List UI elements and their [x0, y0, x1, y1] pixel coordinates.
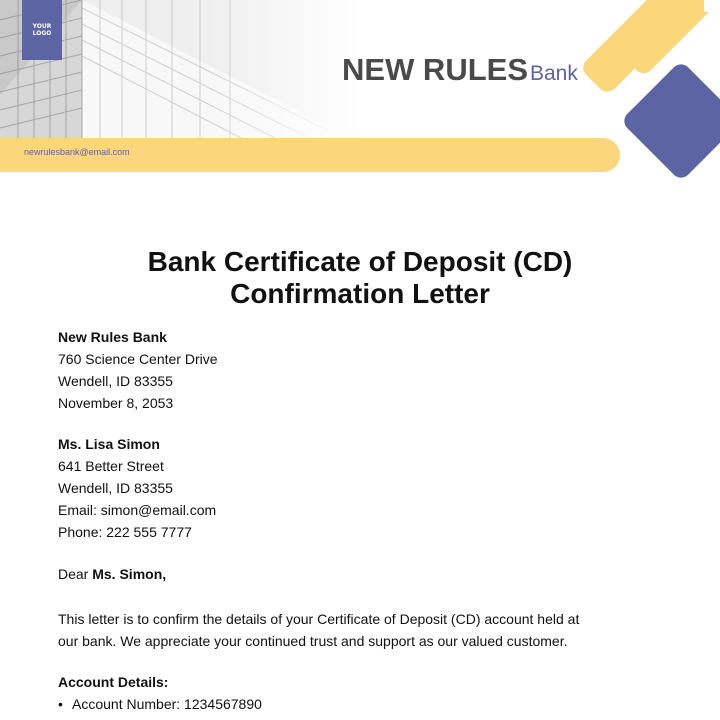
salutation-prefix: Dear — [58, 566, 93, 582]
salutation-name: Ms. Simon, — [92, 566, 167, 582]
letter-date: November 8, 2053 — [58, 395, 174, 411]
recipient-phone: Phone: 222 555 7777 — [58, 524, 192, 540]
letterhead-header — [0, 0, 720, 180]
logo-text: YOUR LOGO — [32, 23, 52, 37]
title-line-1: Bank Certificate of Deposit (CD) — [147, 246, 573, 277]
recipient-block — [58, 433, 216, 543]
title-line-2: Confirmation Letter — [230, 278, 490, 309]
recipient-address-line-2: Wendell, ID 83355 — [58, 480, 173, 496]
sender-address-line-2: Wendell, ID 83355 — [58, 373, 173, 389]
intro-paragraph — [58, 608, 670, 652]
bank-brand-main: NEW RULES — [342, 52, 528, 87]
recipient-address-line-1: 641 Better Street — [58, 458, 164, 474]
salutation — [58, 563, 166, 585]
account-number-item: • Account Number: 1234567890 — [58, 693, 262, 715]
bank-brand-suffix: Bank — [530, 62, 578, 85]
intro-paragraph-line-1: This letter is to confirm the details of your Certificate of Deposit (CD) account held at — [58, 611, 580, 627]
intro-paragraph-line-2: our bank. We appreciate your continued trust and support as our valued customer. — [58, 633, 568, 649]
bank-brand — [342, 52, 578, 88]
sender-address-line-1: 760 Science Center Drive — [58, 351, 218, 367]
recipient-name: Ms. Lisa Simon — [58, 436, 160, 452]
account-details-section — [58, 671, 262, 720]
document-title — [70, 246, 650, 310]
recipient-email: Email: simon@email.com — [58, 502, 217, 518]
account-details-heading: Account Details: — [58, 674, 169, 690]
sender-block — [58, 326, 218, 414]
logo-badge — [22, 0, 62, 60]
sender-name: New Rules Bank — [58, 329, 167, 345]
header-email: newrulesbank@email.com — [24, 147, 130, 157]
cropped-next-line — [58, 715, 262, 720]
